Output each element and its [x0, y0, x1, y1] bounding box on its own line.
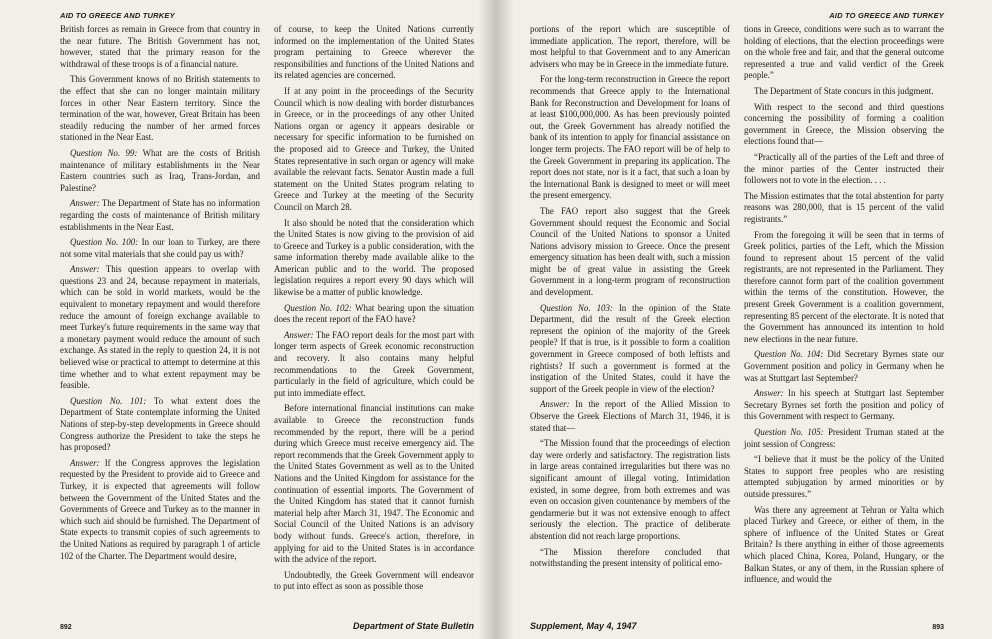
paragraph-text: From the foregoing it will be seen that in terms of Greek politics, parties of the Left, which the Mission found to represent about 15 percent of the valid registrants, are not represented in the Parliament. They therefore cannot form part of the coalition government within the terms of the constitution. However, the present Greek Government is a coalition government, representing 85 percent of the electorate. It is noted that the Government has announced its intention to hold new elections in the near future. [744, 229, 944, 344]
paragraph-text: This question appears to overlap with questions 23 and 24, because repayment in materials, which can be sold in world markets, would be the equivalent to monetary repayment and would therefore reduce the amount of foreign exchange available to meet Turkey's future requirements in the same way that a monetary payment would reduce the amount of such exchange. As stated in the reply to question 24, it is not believed wise or practical to attempt to determine at this time whether and to what extent repayment may be feasible. [60, 264, 260, 391]
paragraph-text: tions in Greece, conditions were such as to warrant the holding of elections, that the election proceedings were on the whole free and fair, and that the general outcome represented a true and valid verdict of the Greek people.” [744, 24, 944, 81]
paragraph-text: To what extent does the Department of State contemplate informing the United Nations of step-by-step developments in Greece should Congress authorize the President to take the steps he has proposed? [60, 395, 261, 453]
paragraph [530, 438, 730, 542]
paragraph-text: It also should be noted that the consideration which the United States is now giving to the provision of aid to Greece and Turkey is a public consideration, with the same information thereby made available alike to the American public and to the world. The proposed legislation requires a report every 90 days which will likewise be a matter of public knowledge. [274, 217, 474, 298]
question-label: Answer: [284, 329, 314, 340]
right-footer [496, 621, 992, 631]
paragraph-text: In the report of the Allied Mission to Observe the Greek Elections of March 31, 1946, it is stated that— [530, 399, 730, 433]
paragraph-text: “I believe that it must be the policy of the United States to support free peoples who are resisting attempted subjugation by armed minorities or by outside pressures.” [744, 454, 944, 499]
paragraph [60, 148, 260, 194]
paragraph-text: Did Secretary Byrnes state our Government position and policy in Germany when he was at Stuttgart last September? [744, 349, 945, 383]
question-label: Question No. 101: [70, 395, 147, 406]
paragraph [60, 24, 260, 70]
paragraph [274, 330, 474, 400]
paragraph [744, 505, 944, 586]
right-columns [530, 24, 944, 590]
paragraph-text: With respect to the second and third questions concerning the possibility of forming a coalition government in Greece, the Mission observing the elections found that— [744, 101, 944, 147]
question-label: Answer: [70, 457, 100, 468]
question-label: Question No. 104: [754, 349, 824, 360]
paragraph-text: In his speech at Stuttgart last September Secretary Byrnes set forth the position and policy of this Government with respect to Germany. [744, 388, 944, 422]
paragraph-text: The FAO report deals for the most part with longer term aspects of Greek economic reconstruction and recovery. It also contains many helpful recommendations to the Greek Government, particularly in the field of agriculture, which could be put into immediate effect. [274, 329, 474, 398]
paragraph [744, 86, 944, 98]
right-column-2 [744, 24, 944, 590]
question-label: Question No. 103: [540, 302, 613, 313]
paragraph [744, 24, 944, 82]
question-label: Answer: [754, 388, 784, 399]
paragraph [274, 403, 474, 565]
paragraph [60, 74, 260, 144]
paragraph [274, 86, 474, 214]
running-head-right: AID TO GREECE AND TURKEY [829, 11, 944, 20]
paragraph [744, 427, 944, 450]
paragraph-text: President Truman stated at the joint session of Congress: [744, 427, 944, 449]
paragraph [744, 454, 944, 500]
paragraph-text: British forces as remain in Greece from that country in the near future. The British Government has not, however, stated that the primary reason for the withdrawal of these troops is of a financial nature. [60, 24, 260, 69]
paragraph-text: “The Mission found that the proceedings of election day were orderly and satisfactory. The registration lists in large areas contained irregularities but there was no significant amount of illegal voting. Intimidation existed, in some degree, from both extremes and was even on occasion given countenance by members of the gendarmerie but it was not extensive enough to affect seriously the election. The practice of deliberate abstention did not reach large proportions. [530, 438, 730, 541]
paragraph-text: The Department of State has no information regarding the costs of maintenance of British military establishments in the Near East. [60, 198, 260, 232]
paragraph-text: “The Mission therefore concluded that notwithstanding the present intensity of political emo- [530, 546, 730, 569]
paragraph-text: For the long-term reconstruction in Greece the report recommends that Greece apply to the International Bank for Reconstruction and Development for loans of at least $100,000,000. As has been previously pointed out, the Greek Government has already notified the bank of its intention to apply for financial assistance on longer term projects. The FAO report will be of help to the Greek Government in preparing its application. The report does not state, nor is it a fact, that such a loan by the International Bank is designed to meet or will meet the present emergency. [530, 74, 730, 201]
paragraph [744, 230, 944, 346]
paragraph-text: The FAO report also suggest that the Greek Government should request the Economic and Social Council of the United Nations to sponsor a United Nations advisory mission to Greece. Once the present emergency situation has been dealt with, such a mission might be of great value in assisting the Greek Government in a long-term program of reconstruction and development. [530, 205, 730, 298]
paragraph-text: What are the costs of British maintenance of military establishments in the Near Eastern countries such as Iraq, Trans-Jordan, and Palestine? [60, 147, 260, 193]
paragraph [60, 237, 260, 260]
paragraph-text: of course, to keep the United Nations currently informed on the implementation of the United States program pertaining to Greece wherever the responsibilities and functions of the United Nations and its related agencies are concerned. [274, 24, 474, 81]
paragraph-text: portions of the report which are susceptible of immediate application. The report, therefore, will be most helpful to that Government and to any American advisers who may be in Greece in the immediate future. [530, 24, 730, 69]
footer-title-right: Supplement, May 4, 1947 [530, 621, 637, 631]
question-label: Answer: [540, 399, 570, 410]
right-column-1 [530, 24, 730, 590]
paragraph [744, 152, 944, 187]
paragraph-text: The Mission estimates that the total abstention for party reasons was 280,000, that is 15 percent of the valid registrants.” [744, 190, 944, 224]
paragraph [530, 547, 730, 570]
paragraph [60, 264, 260, 392]
left-column-2 [274, 24, 474, 597]
paragraph [530, 74, 730, 202]
paragraph-text: If at any point in the proceedings of the Security Council which is now dealing with border disturbances in Greece, or in the proceedings of any other United Nations organ or agency it appears desirable or necessary for specific information to be furnished on the proposed aid to Greece and Turkey, the United States representative in such organ or agency will make available the relevant facts. Senator Austin made a full statement on the United States program relating to Greece and Turkey at the meeting of the Security Council on March 28. [274, 85, 474, 212]
paragraph-text: The Department of State concurs in this judgment. [754, 85, 934, 96]
question-label: Question No. 100: [70, 237, 139, 248]
paragraph-text: Before international financial institutions can make available to Greece the reconstruction funds recommended by the report, there will be a period during which Greece must receive emergency aid. The report recommends that the Greek Government apply to the United States Government as well as to the United Nations and the United Kingdom for assistance for the continuation of essential imports. The Government of the United Kingdom has stated that it cannot furnish material help after March 31, 1947. The Economic and Social Council of the United Nations is an advisory body without funds. Greece's action, therefore, in applying for aid to the United States is in accordance with the advice of the report. [274, 403, 474, 565]
paragraph-text: In the opinion of the State Department, did the result of the Greek election represent the opinion of the majority of the Greek people? If that is true, is it possible to form a coalition government in Greece composed of both leftists and rightists? If such a government is formed at the instigation of the United States, could it have the support of the Greek people in view of the election? [530, 302, 731, 394]
question-label: Answer: [70, 198, 100, 209]
running-head-left: AID TO GREECE AND TURKEY [60, 11, 175, 20]
paragraph-text: Undoubtedly, the Greek Government will endeavor to put into effect as soon as possible those [274, 569, 474, 592]
paragraph [530, 206, 730, 299]
paragraph [744, 349, 944, 384]
left-footer [0, 621, 496, 631]
paragraph [744, 102, 944, 148]
gutter-shadow [478, 0, 496, 639]
page-number-right: 893 [932, 624, 944, 631]
paragraph [530, 399, 730, 434]
paragraph [60, 396, 260, 454]
paragraph [60, 458, 260, 562]
paragraph [274, 24, 474, 82]
question-label: Question No. 105: [754, 427, 824, 437]
question-label: Question No. 99: [70, 147, 138, 158]
paragraph-text: In our loan to Turkey, are there not some vital materials that she could pay us with? [60, 237, 260, 259]
paragraph-text: This Government knows of no British statements to the effect that she can no longer maintain military forces in other Near Eastern territory. Since the termination of the war, however, Great Britain has been steadily reducing the number of her armed forces stationed in the Near East. [60, 74, 260, 143]
paragraph-text: What bearing upon the situation does the recent report of the FAO have? [274, 302, 474, 325]
page-number-left: 892 [60, 624, 72, 631]
footer-title-left: Department of State Bulletin [352, 621, 474, 631]
right-page [496, 0, 992, 639]
left-columns [60, 24, 474, 597]
paragraph [274, 303, 474, 326]
paragraph [60, 198, 260, 233]
paragraph [530, 24, 730, 70]
question-label: Answer: [70, 264, 100, 275]
paragraph [274, 218, 474, 299]
paragraph-text: Was there any agreement at Tehran or Yalta which placed Turkey and Greece, or either of them, in the sphere of influence of the United States or Great Britain? Is there anything in either of those agreements which placed China, Korea, Poland, Hungary, or the Balkan States, or any of them, in the Russian sphere of influence, and would the [744, 504, 944, 585]
gutter-shadow [496, 0, 514, 639]
paragraph-text: “Practically all of the parties of the Left and three of the minor parties of the Center instructed their followers not to vote in the election. . . . [744, 151, 944, 186]
left-column-1 [60, 24, 260, 597]
paragraph [744, 191, 944, 226]
paragraph [744, 388, 944, 423]
paragraph [274, 570, 474, 593]
paragraph [530, 303, 730, 396]
paragraph-text: If the Congress approves the legislation requested by the President to provide aid to Greece and Turkey, it is expected that agreements will follow between the Government of the United States and the Governments of Greece and Turkey as to the manner in which such aid should be furnished. The Department of State expects to transmit copies of such agreements to the United Nations as required by paragraph 1 of article 102 of the Charter. The Department would desire, [60, 457, 260, 561]
question-label: Question No. 102: [284, 302, 352, 313]
